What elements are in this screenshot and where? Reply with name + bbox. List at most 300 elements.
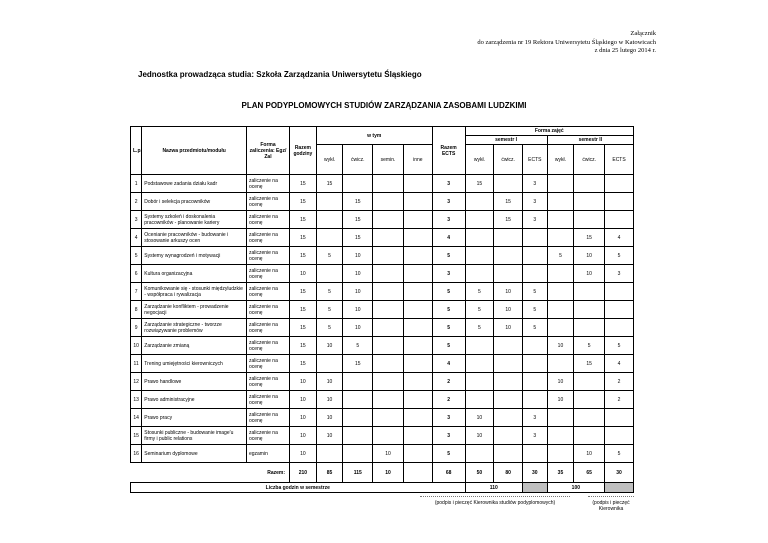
totals-hours: 210 bbox=[290, 463, 317, 483]
cell-lectures bbox=[316, 211, 343, 229]
cell-s1-ects bbox=[523, 391, 548, 409]
cell-s2-lectures bbox=[547, 427, 574, 445]
cell-other bbox=[403, 319, 432, 337]
cell-s2-lectures bbox=[547, 211, 574, 229]
cell-s2-exercises bbox=[574, 175, 605, 193]
cell-total-ects: 3 bbox=[432, 193, 465, 211]
cell-exercises: 10 bbox=[343, 301, 373, 319]
header-s2-lectures: wykł. bbox=[547, 145, 574, 175]
cell-s1-ects: 3 bbox=[523, 175, 548, 193]
cell-subject-name: Kultura organizacyjna bbox=[142, 265, 247, 283]
cell-s1-lectures bbox=[465, 445, 494, 463]
cell-row-number: 4 bbox=[131, 229, 142, 247]
cell-subject-name: Systemy wynagrodzeń i motywacji bbox=[142, 247, 247, 265]
cell-s2-lectures bbox=[547, 355, 574, 373]
cell-total-hours: 15 bbox=[290, 301, 317, 319]
cell-subject-name: Prawo administracyjne bbox=[142, 391, 247, 409]
table-row bbox=[131, 319, 634, 337]
cell-row-number: 8 bbox=[131, 301, 142, 319]
table-row bbox=[131, 445, 634, 463]
cell-exercises: 15 bbox=[343, 355, 373, 373]
cell-s2-lectures bbox=[547, 301, 574, 319]
cell-s1-exercises bbox=[494, 337, 523, 355]
cell-exercises bbox=[343, 427, 373, 445]
cell-s1-ects bbox=[523, 337, 548, 355]
cell-s1-exercises bbox=[494, 265, 523, 283]
cell-exercises: 10 bbox=[343, 265, 373, 283]
cell-other bbox=[403, 283, 432, 301]
cell-s1-ects: 5 bbox=[523, 301, 548, 319]
cell-exercises bbox=[343, 175, 373, 193]
header-name: Nazwa przedmiotu/modułu bbox=[142, 127, 247, 175]
cell-row-number: 7 bbox=[131, 283, 142, 301]
totals-exercises: 115 bbox=[343, 463, 373, 483]
cell-seminars bbox=[373, 247, 404, 265]
totals-s1-exercises: 80 bbox=[494, 463, 523, 483]
cell-assessment-form: zaliczenie na ocenę bbox=[246, 427, 289, 445]
header-s1-ects: ECTS bbox=[523, 145, 548, 175]
cell-row-number: 10 bbox=[131, 337, 142, 355]
cell-seminars bbox=[373, 211, 404, 229]
cell-total-ects: 5 bbox=[432, 319, 465, 337]
cell-assessment-form: zaliczenie na ocenę bbox=[246, 265, 289, 283]
unit-label: Jednostka prowadząca studia: Szkoła Zarządzania Uniwersytetu Śląskiego bbox=[138, 70, 422, 79]
totals-s2-ects: 30 bbox=[605, 463, 634, 483]
cell-exercises bbox=[343, 373, 373, 391]
annex-line-2: do zarządzenia nr 19 Rektora Uniwersytetu Śląskiego w Katowicach bbox=[477, 38, 656, 46]
cell-s1-ects bbox=[523, 445, 548, 463]
cell-s1-exercises: 10 bbox=[494, 319, 523, 337]
cell-s2-lectures bbox=[547, 283, 574, 301]
cell-s1-exercises: 15 bbox=[494, 193, 523, 211]
cell-assessment-form: zaliczenie na ocenę bbox=[246, 193, 289, 211]
table-row bbox=[131, 193, 634, 211]
cell-exercises bbox=[343, 445, 373, 463]
cell-s2-lectures bbox=[547, 175, 574, 193]
table-header bbox=[131, 127, 634, 175]
totals-ects: 68 bbox=[432, 463, 465, 483]
cell-total-hours: 15 bbox=[290, 319, 317, 337]
cell-total-hours: 15 bbox=[290, 229, 317, 247]
cell-total-ects: 5 bbox=[432, 337, 465, 355]
table-footer bbox=[131, 463, 634, 493]
cell-s1-ects: 3 bbox=[523, 427, 548, 445]
cell-other bbox=[403, 409, 432, 427]
cell-assessment-form: zaliczenie na ocenę bbox=[246, 373, 289, 391]
cell-s1-lectures bbox=[465, 229, 494, 247]
cell-s2-lectures bbox=[547, 193, 574, 211]
cell-s2-ects bbox=[605, 301, 634, 319]
table-row bbox=[131, 283, 634, 301]
cell-seminars bbox=[373, 193, 404, 211]
cell-subject-name: Stosunki publiczne - budowanie image'u firmy i public relations bbox=[142, 427, 247, 445]
signature-head-label: (podpis i pieczęć Kierownika bbox=[592, 500, 630, 512]
cell-subject-name: Dobór i selekcja pracowników bbox=[142, 193, 247, 211]
cell-other bbox=[403, 373, 432, 391]
cell-other bbox=[403, 265, 432, 283]
cell-assessment-form: zaliczenie na ocenę bbox=[246, 211, 289, 229]
cell-seminars bbox=[373, 265, 404, 283]
signature-line-right bbox=[588, 496, 634, 497]
cell-s1-ects: 3 bbox=[523, 409, 548, 427]
cell-row-number: 2 bbox=[131, 193, 142, 211]
cell-total-ects: 2 bbox=[432, 373, 465, 391]
annex-line-1: Załącznik bbox=[630, 30, 656, 37]
header-total-ects: Razem ECTS bbox=[432, 127, 465, 175]
cell-row-number: 5 bbox=[131, 247, 142, 265]
cell-s2-ects bbox=[605, 283, 634, 301]
cell-row-number: 13 bbox=[131, 391, 142, 409]
cell-total-hours: 10 bbox=[290, 265, 317, 283]
totals-s1-ects: 30 bbox=[523, 463, 548, 483]
cell-total-ects: 5 bbox=[432, 301, 465, 319]
cell-s2-lectures: 10 bbox=[547, 391, 574, 409]
cell-s2-lectures bbox=[547, 409, 574, 427]
cell-assessment-form: zaliczenie na ocenę bbox=[246, 175, 289, 193]
cell-assessment-form: zaliczenie na ocenę bbox=[246, 391, 289, 409]
cell-total-hours: 15 bbox=[290, 247, 317, 265]
signature-coordinator-label: (podpis i pieczęć Kierownika studiów podyplomowych) bbox=[434, 500, 556, 506]
cell-lectures bbox=[316, 193, 343, 211]
cell-other bbox=[403, 445, 432, 463]
table-row bbox=[131, 427, 634, 445]
signature-line-left bbox=[420, 496, 570, 497]
cell-s1-lectures: 10 bbox=[465, 409, 494, 427]
cell-total-ects: 3 bbox=[432, 175, 465, 193]
header-exercises: ćwicz. bbox=[343, 145, 373, 175]
semester-1-filler bbox=[523, 483, 548, 493]
cell-s1-lectures bbox=[465, 265, 494, 283]
table-row bbox=[131, 391, 634, 409]
header-s1-exercises: ćwicz. bbox=[494, 145, 523, 175]
cell-other bbox=[403, 247, 432, 265]
cell-total-hours: 15 bbox=[290, 193, 317, 211]
cell-total-hours: 10 bbox=[290, 409, 317, 427]
header-semester-2: semestr II bbox=[547, 136, 633, 145]
cell-total-hours: 15 bbox=[290, 337, 317, 355]
table-row bbox=[131, 229, 634, 247]
cell-total-hours: 15 bbox=[290, 355, 317, 373]
annex-note bbox=[477, 30, 656, 56]
header-lectures: wykł. bbox=[316, 145, 343, 175]
cell-s1-exercises bbox=[494, 391, 523, 409]
cell-seminars bbox=[373, 283, 404, 301]
cell-s2-exercises bbox=[574, 283, 605, 301]
cell-row-number: 14 bbox=[131, 409, 142, 427]
cell-total-ects: 3 bbox=[432, 265, 465, 283]
cell-other bbox=[403, 355, 432, 373]
cell-s2-lectures bbox=[547, 445, 574, 463]
cell-s1-lectures: 10 bbox=[465, 427, 494, 445]
cell-row-number: 3 bbox=[131, 211, 142, 229]
cell-row-number: 16 bbox=[131, 445, 142, 463]
cell-s2-exercises bbox=[574, 427, 605, 445]
cell-exercises: 10 bbox=[343, 319, 373, 337]
cell-subject-name: Ocenianie pracowników - budowanie i stosowanie arkuszy ocen bbox=[142, 229, 247, 247]
header-s1-lectures: wykł. bbox=[465, 145, 494, 175]
cell-lectures: 10 bbox=[316, 391, 343, 409]
annex-line-3: z dnia 25 lutego 2014 r. bbox=[594, 47, 656, 54]
cell-total-ects: 3 bbox=[432, 211, 465, 229]
totals-other bbox=[403, 463, 432, 483]
table-row bbox=[131, 247, 634, 265]
cell-exercises: 10 bbox=[343, 283, 373, 301]
cell-exercises: 15 bbox=[343, 229, 373, 247]
cell-s1-exercises bbox=[494, 409, 523, 427]
cell-row-number: 12 bbox=[131, 373, 142, 391]
cell-s1-exercises bbox=[494, 373, 523, 391]
cell-s2-exercises bbox=[574, 319, 605, 337]
cell-s2-ects: 3 bbox=[605, 265, 634, 283]
header-seminars: semin. bbox=[373, 145, 404, 175]
cell-s2-lectures: 10 bbox=[547, 373, 574, 391]
cell-s2-lectures bbox=[547, 229, 574, 247]
cell-seminars bbox=[373, 175, 404, 193]
cell-s1-lectures bbox=[465, 373, 494, 391]
cell-assessment-form: egzamin bbox=[246, 445, 289, 463]
cell-s1-ects bbox=[523, 373, 548, 391]
cell-seminars: 10 bbox=[373, 445, 404, 463]
cell-row-number: 9 bbox=[131, 319, 142, 337]
semester-hours-row bbox=[131, 483, 634, 493]
header-total-hours: Razem godziny bbox=[290, 127, 317, 175]
cell-s1-lectures bbox=[465, 247, 494, 265]
cell-total-hours: 10 bbox=[290, 373, 317, 391]
cell-s2-exercises: 10 bbox=[574, 265, 605, 283]
table-row bbox=[131, 175, 634, 193]
cell-s1-lectures: 5 bbox=[465, 319, 494, 337]
cell-row-number: 11 bbox=[131, 355, 142, 373]
cell-seminars bbox=[373, 355, 404, 373]
cell-lectures: 15 bbox=[316, 175, 343, 193]
totals-row bbox=[131, 463, 634, 483]
cell-seminars bbox=[373, 229, 404, 247]
cell-lectures: 10 bbox=[316, 409, 343, 427]
cell-total-hours: 10 bbox=[290, 427, 317, 445]
cell-s2-lectures: 10 bbox=[547, 337, 574, 355]
cell-seminars bbox=[373, 301, 404, 319]
cell-exercises: 10 bbox=[343, 247, 373, 265]
cell-s2-ects: 5 bbox=[605, 337, 634, 355]
cell-s1-ects: 5 bbox=[523, 283, 548, 301]
cell-s2-exercises: 5 bbox=[574, 337, 605, 355]
cell-subject-name: Komunikowanie się - stosunki międzyludzkie - współpraca i rywalizacja bbox=[142, 283, 247, 301]
cell-s2-lectures: 5 bbox=[547, 247, 574, 265]
cell-subject-name: Podstawowe zadania działu kadr bbox=[142, 175, 247, 193]
cell-total-ects: 3 bbox=[432, 427, 465, 445]
cell-s1-lectures: 15 bbox=[465, 175, 494, 193]
cell-s2-ects bbox=[605, 409, 634, 427]
cell-total-hours: 10 bbox=[290, 391, 317, 409]
header-class-form: Forma zajęć bbox=[465, 127, 633, 136]
cell-total-hours: 15 bbox=[290, 175, 317, 193]
totals-lectures: 85 bbox=[316, 463, 343, 483]
cell-s1-ects: 3 bbox=[523, 211, 548, 229]
page-title: PLAN PODYPLOMOWYCH STUDIÓW ZARZĄDZANIA ZASOBAMI LUDZKIMI bbox=[241, 101, 527, 110]
cell-s1-exercises bbox=[494, 427, 523, 445]
cell-s1-ects bbox=[523, 229, 548, 247]
cell-s2-lectures bbox=[547, 319, 574, 337]
cell-subject-name: Seminarium dyplomowe bbox=[142, 445, 247, 463]
table-row bbox=[131, 337, 634, 355]
cell-s1-exercises bbox=[494, 445, 523, 463]
cell-subject-name: Zarządzanie zmianą bbox=[142, 337, 247, 355]
cell-assessment-form: zaliczenie na ocenę bbox=[246, 229, 289, 247]
study-plan-table bbox=[130, 126, 634, 493]
totals-s2-exercises: 65 bbox=[574, 463, 605, 483]
cell-lectures bbox=[316, 265, 343, 283]
cell-s1-exercises bbox=[494, 229, 523, 247]
cell-row-number: 15 bbox=[131, 427, 142, 445]
cell-s1-exercises: 15 bbox=[494, 211, 523, 229]
signature-head bbox=[588, 496, 634, 512]
cell-s2-exercises bbox=[574, 193, 605, 211]
cell-s1-ects bbox=[523, 247, 548, 265]
cell-assessment-form: zaliczenie na ocenę bbox=[246, 283, 289, 301]
semester-1-hours: 110 bbox=[465, 483, 522, 493]
cell-exercises bbox=[343, 409, 373, 427]
cell-lectures: 5 bbox=[316, 301, 343, 319]
cell-seminars bbox=[373, 337, 404, 355]
cell-lectures bbox=[316, 229, 343, 247]
semester-2-hours: 100 bbox=[547, 483, 604, 493]
cell-total-hours: 10 bbox=[290, 445, 317, 463]
cell-s1-lectures bbox=[465, 391, 494, 409]
cell-s2-ects: 5 bbox=[605, 247, 634, 265]
cell-total-hours: 15 bbox=[290, 211, 317, 229]
cell-lectures: 5 bbox=[316, 319, 343, 337]
cell-subject-name: Systemy szkoleń i doskonalenia pracowników - planowanie kariery bbox=[142, 211, 247, 229]
cell-lectures: 10 bbox=[316, 373, 343, 391]
totals-label: Razem: bbox=[267, 469, 286, 476]
cell-s2-ects bbox=[605, 175, 634, 193]
cell-seminars bbox=[373, 391, 404, 409]
cell-total-ects: 2 bbox=[432, 391, 465, 409]
cell-exercises: 5 bbox=[343, 337, 373, 355]
header-lp: L.p. bbox=[131, 127, 142, 175]
header-s2-ects: ECTS bbox=[605, 145, 634, 175]
cell-s2-ects: 2 bbox=[605, 391, 634, 409]
cell-s2-ects: 5 bbox=[605, 445, 634, 463]
totals-s1-lectures: 50 bbox=[465, 463, 494, 483]
cell-other bbox=[403, 211, 432, 229]
cell-s1-exercises bbox=[494, 355, 523, 373]
cell-total-ects: 5 bbox=[432, 247, 465, 265]
cell-s1-lectures bbox=[465, 337, 494, 355]
header-in-which: w tym bbox=[316, 127, 432, 145]
cell-s2-ects: 2 bbox=[605, 373, 634, 391]
cell-s2-exercises bbox=[574, 409, 605, 427]
cell-s2-lectures bbox=[547, 265, 574, 283]
cell-s1-lectures bbox=[465, 355, 494, 373]
cell-s1-exercises bbox=[494, 175, 523, 193]
cell-s1-ects bbox=[523, 355, 548, 373]
cell-s2-exercises bbox=[574, 301, 605, 319]
cell-s2-exercises: 15 bbox=[574, 355, 605, 373]
table-row bbox=[131, 373, 634, 391]
cell-total-ects: 4 bbox=[432, 229, 465, 247]
header-other: inne bbox=[403, 145, 432, 175]
cell-s2-ects: 4 bbox=[605, 355, 634, 373]
cell-seminars bbox=[373, 409, 404, 427]
cell-subject-name: Zarządzanie strategiczne - tworzze rozwiązywanie problemów bbox=[142, 319, 247, 337]
cell-s2-exercises bbox=[574, 373, 605, 391]
cell-total-hours: 15 bbox=[290, 283, 317, 301]
cell-s2-exercises: 10 bbox=[574, 247, 605, 265]
header-s2-exercises: ćwicz. bbox=[574, 145, 605, 175]
cell-subject-name: Trening umiejętności kierowniczych bbox=[142, 355, 247, 373]
cell-row-number: 6 bbox=[131, 265, 142, 283]
cell-seminars bbox=[373, 427, 404, 445]
cell-s1-exercises: 10 bbox=[494, 301, 523, 319]
cell-other bbox=[403, 175, 432, 193]
table-row bbox=[131, 265, 634, 283]
cell-total-ects: 5 bbox=[432, 283, 465, 301]
cell-s1-ects bbox=[523, 265, 548, 283]
cell-assessment-form: zaliczenie na ocenę bbox=[246, 319, 289, 337]
cell-s1-exercises: 10 bbox=[494, 283, 523, 301]
cell-assessment-form: zaliczenie na ocenę bbox=[246, 337, 289, 355]
cell-other bbox=[403, 301, 432, 319]
cell-other bbox=[403, 229, 432, 247]
cell-s2-ects bbox=[605, 211, 634, 229]
table-row bbox=[131, 301, 634, 319]
cell-s2-exercises: 10 bbox=[574, 445, 605, 463]
cell-lectures: 10 bbox=[316, 337, 343, 355]
cell-lectures: 5 bbox=[316, 283, 343, 301]
cell-seminars bbox=[373, 319, 404, 337]
cell-s1-lectures bbox=[465, 211, 494, 229]
cell-s2-ects bbox=[605, 427, 634, 445]
cell-s2-ects bbox=[605, 319, 634, 337]
cell-other bbox=[403, 193, 432, 211]
table-row bbox=[131, 355, 634, 373]
cell-subject-name: Zarządzanie konfliktem - prowadzenie negocjacji bbox=[142, 301, 247, 319]
cell-other bbox=[403, 427, 432, 445]
semester-2-filler bbox=[605, 483, 634, 493]
cell-s1-lectures bbox=[465, 193, 494, 211]
totals-s2-lectures: 35 bbox=[547, 463, 574, 483]
table-row bbox=[131, 211, 634, 229]
cell-s2-ects bbox=[605, 193, 634, 211]
table-body bbox=[131, 175, 634, 463]
cell-exercises bbox=[343, 391, 373, 409]
cell-s2-exercises: 15 bbox=[574, 229, 605, 247]
cell-exercises: 15 bbox=[343, 193, 373, 211]
cell-total-ects: 5 bbox=[432, 445, 465, 463]
cell-assessment-form: zaliczenie na ocenę bbox=[246, 301, 289, 319]
cell-subject-name: Prawo pracy bbox=[142, 409, 247, 427]
cell-total-ects: 4 bbox=[432, 355, 465, 373]
cell-s1-exercises bbox=[494, 247, 523, 265]
totals-seminars: 10 bbox=[373, 463, 404, 483]
cell-s2-exercises bbox=[574, 391, 605, 409]
semester-hours-label: Liczba godzin w semestrze bbox=[131, 483, 466, 493]
signature-coordinator bbox=[420, 496, 570, 506]
cell-assessment-form: zaliczenie na ocenę bbox=[246, 409, 289, 427]
cell-total-ects: 3 bbox=[432, 409, 465, 427]
cell-s2-exercises bbox=[574, 211, 605, 229]
cell-seminars bbox=[373, 373, 404, 391]
cell-lectures: 5 bbox=[316, 247, 343, 265]
cell-other bbox=[403, 337, 432, 355]
cell-lectures bbox=[316, 445, 343, 463]
cell-s1-ects: 5 bbox=[523, 319, 548, 337]
cell-s2-ects: 4 bbox=[605, 229, 634, 247]
cell-assessment-form: zaliczenie na ocenę bbox=[246, 247, 289, 265]
header-semester-1: semestr I bbox=[465, 136, 547, 145]
cell-exercises: 15 bbox=[343, 211, 373, 229]
